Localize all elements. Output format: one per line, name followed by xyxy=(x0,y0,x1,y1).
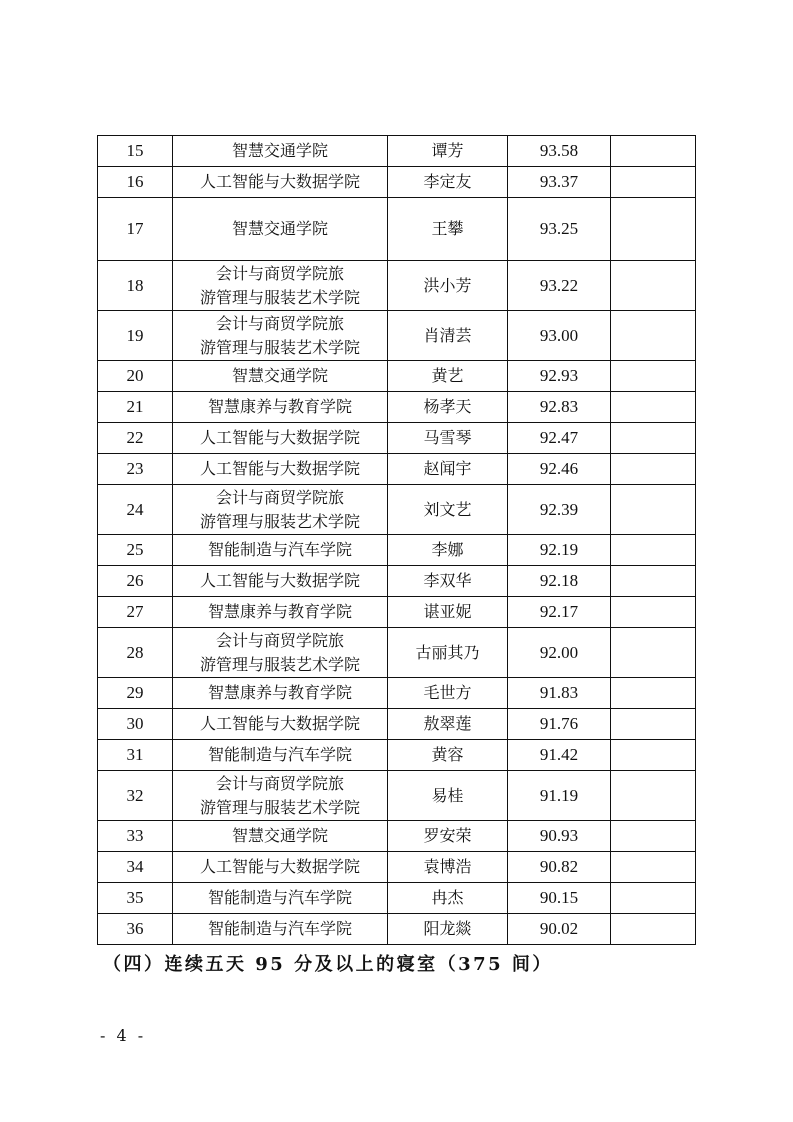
table-row xyxy=(98,852,696,883)
table-row xyxy=(98,771,696,821)
note-cell xyxy=(611,821,696,852)
row-number-cell: 18 xyxy=(98,261,173,311)
score-cell: 92.00 xyxy=(508,628,611,678)
table-row xyxy=(98,198,696,261)
name-cell: 黄艺 xyxy=(388,361,508,392)
row-number-cell: 21 xyxy=(98,392,173,423)
score-cell: 90.93 xyxy=(508,821,611,852)
table-row xyxy=(98,423,696,454)
score-cell: 90.15 xyxy=(508,883,611,914)
score-cell: 91.19 xyxy=(508,771,611,821)
note-cell xyxy=(611,883,696,914)
table-row xyxy=(98,485,696,535)
score-cell: 92.47 xyxy=(508,423,611,454)
name-cell: 李定友 xyxy=(388,167,508,198)
name-cell: 毛世方 xyxy=(388,678,508,709)
college-line: 游管理与服装艺术学院 xyxy=(199,654,360,674)
college-cell xyxy=(173,678,388,709)
note-cell xyxy=(611,597,696,628)
note-cell xyxy=(611,566,696,597)
college-line: 人工智能与大数据学院 xyxy=(199,459,360,478)
college-line: 会计与商贸学院旅 xyxy=(215,313,344,333)
table-row xyxy=(98,914,696,945)
score-cell: 90.02 xyxy=(508,914,611,945)
note-cell xyxy=(611,136,696,167)
name-cell: 杨孝天 xyxy=(388,392,508,423)
note-cell xyxy=(611,709,696,740)
table-row xyxy=(98,392,696,423)
college-cell xyxy=(173,821,388,852)
name-cell: 敖翠莲 xyxy=(388,709,508,740)
name-cell: 阳龙燚 xyxy=(388,914,508,945)
college-line: 智慧交通学院 xyxy=(231,366,328,385)
note-cell xyxy=(611,914,696,945)
table-row xyxy=(98,566,696,597)
table-row xyxy=(98,136,696,167)
row-number-cell: 28 xyxy=(98,628,173,678)
name-cell: 谌亚妮 xyxy=(388,597,508,628)
table-row xyxy=(98,709,696,740)
college-line: 智慧交通学院 xyxy=(231,826,328,845)
score-cell: 92.39 xyxy=(508,485,611,535)
college-line: 游管理与服装艺术学院 xyxy=(199,797,360,817)
college-line: 智慧康养与教育学院 xyxy=(207,397,352,416)
college-line: 游管理与服装艺术学院 xyxy=(199,337,360,357)
row-number-cell: 29 xyxy=(98,678,173,709)
row-number-cell: 17 xyxy=(98,198,173,261)
row-number-cell: 15 xyxy=(98,136,173,167)
college-cell xyxy=(173,628,388,678)
table-row xyxy=(98,361,696,392)
college-line: 智慧康养与教育学院 xyxy=(207,683,352,702)
college-cell xyxy=(173,566,388,597)
college-cell xyxy=(173,423,388,454)
college-line: 人工智能与大数据学院 xyxy=(199,714,360,733)
score-cell: 92.46 xyxy=(508,454,611,485)
college-line: 会计与商贸学院旅 xyxy=(215,773,344,793)
note-cell xyxy=(611,485,696,535)
score-cell: 93.00 xyxy=(508,311,611,361)
score-cell: 93.25 xyxy=(508,198,611,261)
college-line: 智能制造与汽车学院 xyxy=(207,540,352,559)
note-cell xyxy=(611,423,696,454)
college-cell xyxy=(173,740,388,771)
name-cell: 刘文艺 xyxy=(388,485,508,535)
college-cell xyxy=(173,485,388,535)
note-cell xyxy=(611,311,696,361)
table-row xyxy=(98,311,696,361)
name-cell: 王攀 xyxy=(388,198,508,261)
row-number-cell: 23 xyxy=(98,454,173,485)
table-row xyxy=(98,535,696,566)
college-cell xyxy=(173,311,388,361)
table-row xyxy=(98,167,696,198)
score-cell: 92.17 xyxy=(508,597,611,628)
college-line: 会计与商贸学院旅 xyxy=(215,487,344,507)
college-cell xyxy=(173,361,388,392)
college-line: 人工智能与大数据学院 xyxy=(199,571,360,590)
name-cell: 李娜 xyxy=(388,535,508,566)
row-number-cell: 27 xyxy=(98,597,173,628)
name-cell: 黄容 xyxy=(388,740,508,771)
college-line: 人工智能与大数据学院 xyxy=(199,857,360,876)
score-cell: 93.58 xyxy=(508,136,611,167)
score-cell: 93.22 xyxy=(508,261,611,311)
score-cell: 92.93 xyxy=(508,361,611,392)
table-row xyxy=(98,740,696,771)
score-cell: 92.19 xyxy=(508,535,611,566)
row-number-cell: 31 xyxy=(98,740,173,771)
college-cell xyxy=(173,454,388,485)
row-number-cell: 32 xyxy=(98,771,173,821)
name-cell: 易桂 xyxy=(388,771,508,821)
college-line: 会计与商贸学院旅 xyxy=(215,630,344,650)
table-body xyxy=(98,136,696,945)
college-line: 人工智能与大数据学院 xyxy=(199,172,360,191)
row-number-cell: 30 xyxy=(98,709,173,740)
table-row xyxy=(98,678,696,709)
table-row xyxy=(98,454,696,485)
college-line: 智能制造与汽车学院 xyxy=(207,888,352,907)
college-cell xyxy=(173,392,388,423)
note-cell xyxy=(611,535,696,566)
row-number-cell: 24 xyxy=(98,485,173,535)
score-cell: 93.37 xyxy=(508,167,611,198)
page-number: - 4 - xyxy=(100,1026,147,1045)
note-cell xyxy=(611,167,696,198)
name-cell: 李双华 xyxy=(388,566,508,597)
college-line: 智能制造与汽车学院 xyxy=(207,745,352,764)
row-number-cell: 16 xyxy=(98,167,173,198)
college-cell xyxy=(173,535,388,566)
note-cell xyxy=(611,454,696,485)
college-line: 游管理与服装艺术学院 xyxy=(199,287,360,307)
row-number-cell: 26 xyxy=(98,566,173,597)
name-cell: 肖清芸 xyxy=(388,311,508,361)
table-row xyxy=(98,628,696,678)
college-cell xyxy=(173,771,388,821)
row-number-cell: 33 xyxy=(98,821,173,852)
row-number-cell: 34 xyxy=(98,852,173,883)
name-cell: 罗安荣 xyxy=(388,821,508,852)
college-cell xyxy=(173,261,388,311)
table-row xyxy=(98,597,696,628)
college-line: 会计与商贸学院旅 xyxy=(215,263,344,283)
table-row xyxy=(98,821,696,852)
college-line: 游管理与服装艺术学院 xyxy=(199,511,360,531)
row-number-cell: 20 xyxy=(98,361,173,392)
college-cell xyxy=(173,709,388,740)
college-line: 智慧康养与教育学院 xyxy=(207,602,352,621)
note-cell xyxy=(611,771,696,821)
college-cell xyxy=(173,914,388,945)
row-number-cell: 35 xyxy=(98,883,173,914)
college-cell xyxy=(173,883,388,914)
row-number-cell: 22 xyxy=(98,423,173,454)
college-line: 智慧交通学院 xyxy=(231,219,328,238)
score-cell: 91.83 xyxy=(508,678,611,709)
note-cell xyxy=(611,852,696,883)
college-cell xyxy=(173,167,388,198)
note-cell xyxy=(611,261,696,311)
section-heading: （四）连续五天 95 分及以上的寝室（375 间） xyxy=(103,954,553,975)
college-cell xyxy=(173,136,388,167)
name-cell: 谭芳 xyxy=(388,136,508,167)
note-cell xyxy=(611,678,696,709)
score-cell: 92.83 xyxy=(508,392,611,423)
table-row xyxy=(98,883,696,914)
college-line: 智能制造与汽车学院 xyxy=(207,919,352,938)
note-cell xyxy=(611,392,696,423)
score-cell: 92.18 xyxy=(508,566,611,597)
name-cell: 袁博浩 xyxy=(388,852,508,883)
note-cell xyxy=(611,740,696,771)
name-cell: 古丽其乃 xyxy=(388,628,508,678)
row-number-cell: 36 xyxy=(98,914,173,945)
college-cell xyxy=(173,198,388,261)
score-cell: 91.76 xyxy=(508,709,611,740)
college-line: 智慧交通学院 xyxy=(231,141,328,160)
name-cell: 马雪琴 xyxy=(388,423,508,454)
score-table xyxy=(97,135,696,945)
name-cell: 洪小芳 xyxy=(388,261,508,311)
row-number-cell: 25 xyxy=(98,535,173,566)
note-cell xyxy=(611,361,696,392)
table-row xyxy=(98,261,696,311)
college-line: 人工智能与大数据学院 xyxy=(199,428,360,447)
college-cell xyxy=(173,852,388,883)
name-cell: 冉杰 xyxy=(388,883,508,914)
name-cell: 赵闻宇 xyxy=(388,454,508,485)
note-cell xyxy=(611,198,696,261)
college-cell xyxy=(173,597,388,628)
score-cell: 90.82 xyxy=(508,852,611,883)
row-number-cell: 19 xyxy=(98,311,173,361)
score-cell: 91.42 xyxy=(508,740,611,771)
note-cell xyxy=(611,628,696,678)
